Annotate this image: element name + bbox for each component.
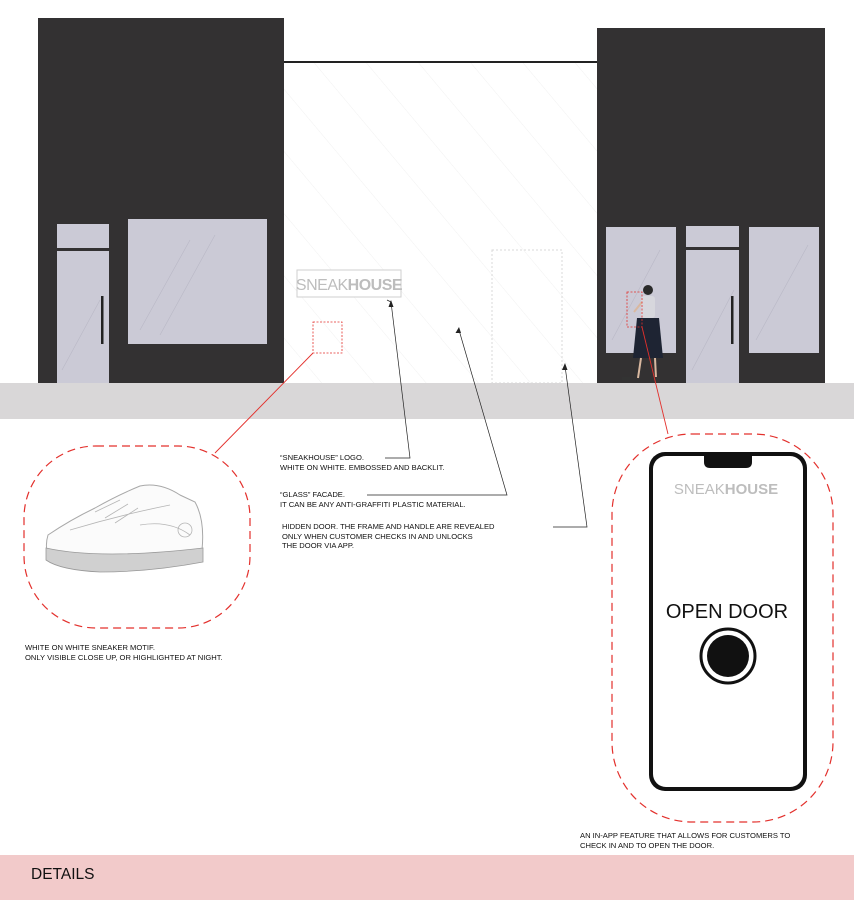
- right-door-handle: [731, 296, 734, 344]
- facade-logo-bold: HOUSE: [347, 277, 403, 294]
- right-building-door-transom: [686, 226, 739, 247]
- left-building-door-transom: [57, 224, 109, 248]
- app-feature-annotation-line: CHECK IN AND TO OPEN THE DOOR.: [580, 840, 715, 850]
- logo-annotation-line: WHITE ON WHITE. EMBOSSED AND BACKLIT.: [280, 462, 445, 472]
- facade-logo-light: SNEAK: [295, 277, 348, 294]
- sneaker-motif-annotation-line: ONLY VISIBLE CLOSE UP, OR HIGHLIGHTED AT NIGHT.: [25, 652, 223, 662]
- sneaker-illustration: [46, 485, 203, 572]
- facade-annotation-line: “GLASS” FACADE.: [280, 490, 345, 499]
- app-feature-annotation-line: AN IN-APP FEATURE THAT ALLOWS FOR CUSTOMERS TO: [580, 831, 791, 840]
- facade-logo-sign: [296, 270, 403, 297]
- logo-annotation-line: “SNEAKHOUSE” LOGO.: [280, 453, 364, 462]
- open-door-button[interactable]: [707, 635, 749, 677]
- app-feature-annotation: [580, 831, 790, 850]
- glass-facade-hatch: [284, 62, 598, 383]
- open-door-label: OPEN DOOR: [665, 601, 789, 623]
- phone-logo-light: SNEAK: [673, 481, 725, 498]
- logo-annotation: [280, 453, 445, 472]
- facade-annotation-line: IT CAN BE ANY ANTI-GRAFFITI PLASTIC MATERIAL.: [280, 499, 466, 509]
- hidden-door-annotation: [282, 522, 495, 551]
- svg-text:SNEAKHOUSE: [674, 481, 778, 498]
- hidden-door-annotation-line: THE DOOR VIA APP.: [282, 541, 355, 551]
- sneaker-motif-annotation-line: WHITE ON WHITE SNEAKER MOTIF.: [25, 643, 155, 652]
- left-door-handle: [101, 296, 104, 344]
- left-building-window: [128, 219, 267, 344]
- facade-annotation: [280, 490, 466, 509]
- details-bar: [0, 855, 854, 900]
- hidden-door-annotation-line: HIDDEN DOOR. THE FRAME AND HANDLE ARE REVEALED: [282, 522, 495, 531]
- phone-logo-bold: HOUSE: [724, 481, 779, 498]
- smartphone: [649, 452, 807, 791]
- svg-text:SNEAKHOUSE: [296, 277, 403, 294]
- sidewalk: [0, 383, 854, 419]
- details-title: DETAILS: [31, 866, 95, 883]
- sneaker-motif-annotation: [25, 643, 223, 662]
- hidden-door-annotation-line: ONLY WHEN CUSTOMER CHECKS IN AND UNLOCKS: [282, 531, 473, 541]
